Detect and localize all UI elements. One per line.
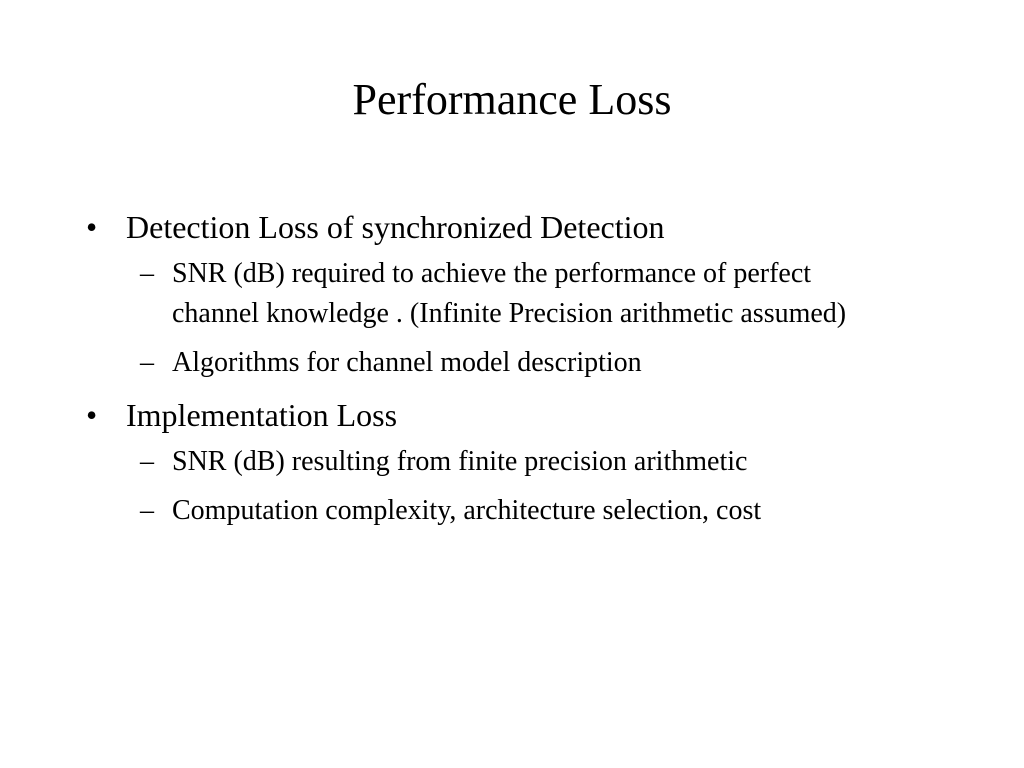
sub-item bbox=[86, 343, 946, 383]
sub-list-detection-loss bbox=[86, 254, 946, 383]
dash-icon: – bbox=[140, 258, 154, 289]
dash-icon: – bbox=[140, 495, 154, 526]
dash-icon: – bbox=[140, 446, 154, 477]
sub-item bbox=[86, 442, 946, 482]
slide-title: Performance Loss bbox=[352, 75, 672, 124]
bullet-implementation-loss bbox=[86, 392, 946, 438]
dash-icon: – bbox=[140, 347, 154, 378]
sub-item-text: SNR (dB) required to achieve the performance of perfect channel knowledge . (Infinite Precision arithmetic assumed) bbox=[172, 258, 847, 329]
sub-item-text: Algorithms for channel model description bbox=[172, 347, 642, 378]
sub-item bbox=[86, 254, 946, 334]
bullet-detection-loss bbox=[86, 204, 946, 250]
bullet-text: Implementation Loss bbox=[126, 397, 398, 433]
sub-item bbox=[86, 491, 946, 531]
bullet-text: Detection Loss of synchronized Detection bbox=[126, 209, 665, 245]
bullet-icon: • bbox=[86, 397, 98, 433]
slide-content bbox=[86, 204, 946, 540]
sub-list-implementation-loss bbox=[86, 442, 946, 531]
bullet-icon: • bbox=[86, 209, 98, 245]
sub-item-text: SNR (dB) resulting from finite precision arithmetic bbox=[172, 446, 748, 477]
sub-item-text: Computation complexity, architecture selection, cost bbox=[172, 495, 762, 526]
